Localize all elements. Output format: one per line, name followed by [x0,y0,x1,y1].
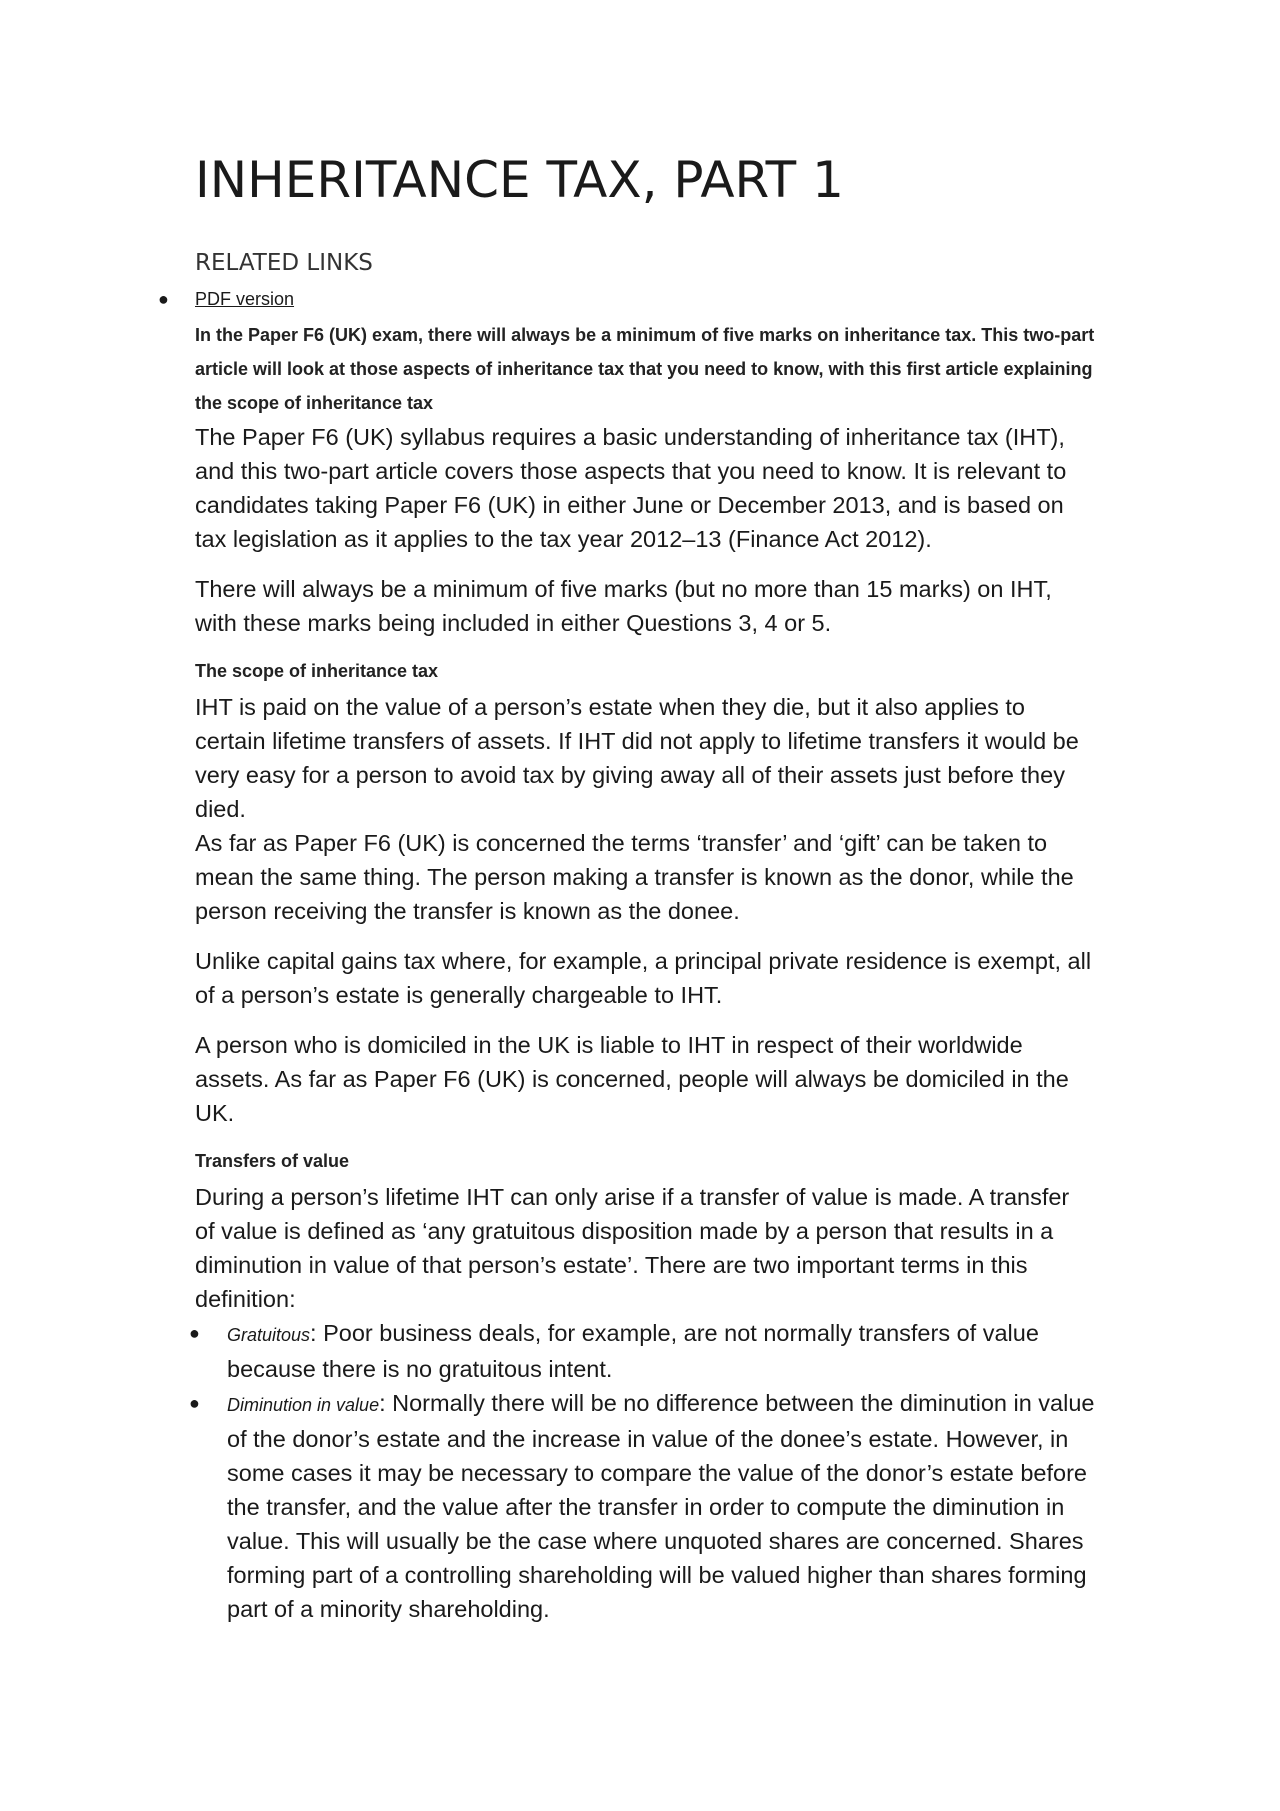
body-paragraph: During a person’s lifetime IHT can only arise if a transfer of value is made. A transfer of value is defined as ‘any gratuitous disposition made by a person that results in a diminution in value of that person’s estate’. There are two important terms in this definition: [195,1184,1070,1312]
document-page [158,150,1095,1626]
body-paragraph: IHT is paid on the value of a person’s estate when they die, but it also applies to certain lifetime transfers of assets. If IHT did not apply to lifetime transfers it would be very easy for a person to avoid tax by giving away all of their assets just before they died. [195,694,1079,822]
page-title: INHERITANCE TAX, PART 1 [195,151,844,209]
body-paragraph: Unlike capital gains tax where, for example, a principal private residence is exempt, all of a person’s estate is generally chargeable to IHT. [195,948,1092,1008]
definition-list [189,1316,1095,1626]
list-item [189,1386,1095,1626]
list-item [189,1316,1095,1386]
term-gratuitous: Gratuitous [227,1325,311,1345]
body-paragraph: The Paper F6 (UK) syllabus requires a basic understanding of inheritance tax (IHT), and this two-part article covers those aspects that you need to know. It is relevant to candidates taking Paper F6 (UK) in either June or December 2013, and is based on tax legislation as it applies to the tax year 2012–13 (Finance Act 2012). [195,424,1067,552]
list-item [158,284,1095,314]
bullet-icon: ● [189,1393,200,1413]
body-paragraph: A person who is domiciled in the UK is liable to IHT in respect of their worldwide assets. As far as Paper F6 (UK) is concerned, people will always be domiciled in the UK. [195,1032,1069,1126]
related-links-list [158,284,1095,314]
section-heading-transfers: Transfers of value [195,1151,350,1171]
pdf-version-link[interactable]: PDF version [195,289,295,309]
term-description: : Poor business deals, for example, are not normally transfers of value because there is no gratuitous intent. [227,1320,1039,1382]
term-description: : Normally there will be no difference between the diminution in value of the donor’s estate and the increase in value of the donee’s estate. However, in some cases it may be necessary to compare the value of the donor’s estate before the transfer, and the value after the transfer in order to compute the diminution in value. This will usually be the case where unquoted shares are concerned. Shares forming part of a controlling shareholding will be valued higher than shares forming part of a minority shareholding. [227,1390,1095,1622]
term-diminution-in-value: Diminution in value [227,1395,380,1415]
body-paragraph: As far as Paper F6 (UK) is concerned the terms ‘transfer’ and ‘gift’ can be taken to mean the same thing. The person making a transfer is known as the donor, while the person receiving the transfer is known as the donee. [195,830,1074,924]
article-intro: In the Paper F6 (UK) exam, there will always be a minimum of five marks on inheritance tax. This two-part article will look at those aspects of inheritance tax that you need to know, with this first article explaining the scope of inheritance tax [195,325,1095,413]
bullet-icon: ● [189,1323,200,1343]
bullet-icon: ● [158,289,169,309]
related-links-heading: RELATED LINKS [195,250,373,276]
section-heading-scope: The scope of inheritance tax [195,661,439,681]
body-paragraph: There will always be a minimum of five marks (but no more than 15 marks) on IHT, with these marks being included in either Questions 3, 4 or 5. [195,576,1052,636]
